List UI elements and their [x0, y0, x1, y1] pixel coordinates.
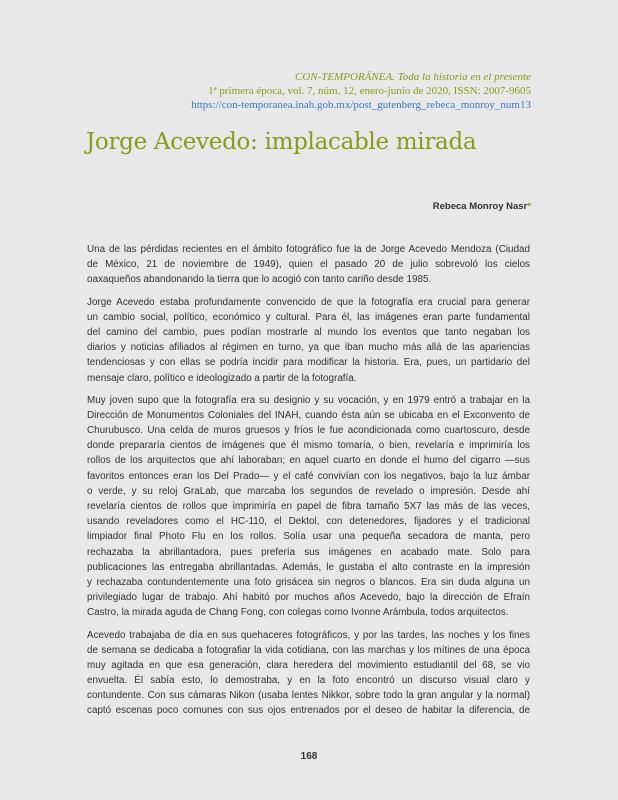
paragraph [87, 393, 530, 621]
article-body [87, 242, 530, 726]
text-line: publicaciones las entregaba abrillantadas. Además, le gustaba el alto contraste en la impresión [87, 561, 530, 573]
text-line: favoritos entonces eran los Del Prado— y el café convivían con los negativos, bajo la luz ámbar [87, 470, 530, 482]
article-url-link[interactable]: https://con-temporanea.inah.gob.mx/post_gutenberg_rebeca_monroy_num13 [191, 99, 531, 111]
text-line: donde prepararía cientos de imágenes que él mismo tomaría, o bien, revelaría e imprimiría los [87, 440, 530, 452]
text-line: Dirección de Monumentos Coloniales del INAH, cuando ésta aún se ubicaba en el Exconvento de [87, 409, 530, 421]
paragraph [87, 628, 530, 719]
text-line: de México, 21 de noviembre de 1949), quien el pasado 20 de julio sobrevoló los cielos [87, 259, 530, 271]
author-name: Rebeca Monroy Nasr [432, 201, 528, 212]
text-line: Acevedo trabajaba de día en sus quehaceres fotográficos, y por las tardes, las noches y los fines [87, 629, 530, 641]
text-line: captó escenas poco comunes con sus ojos entrenados por el deseo de habitar la diferencia, de [87, 705, 530, 717]
journal-header [191, 70, 531, 112]
text-line: mensaje claro, político e ideologizado a partir de la fotografía. [87, 372, 357, 384]
author-byline [433, 201, 531, 213]
text-line: Jorge Acevedo estaba profundamente convencido de que la fotografía era crucial para generar [87, 296, 530, 308]
text-line: envuelta. Él sabía esto, lo demostraba, y en la foto encontró un discurso visual claro y [87, 675, 530, 687]
text-line: del camino del cambio, pues podían mostrarle al mundo los eventos que tanto negaban los [87, 326, 530, 338]
text-line: rechazaba la abrillantadora, pues prefería sus imágenes en acabado mate. Solo para [87, 546, 530, 558]
text-line: un cambio social, político, económico y cultural. Para él, las imágenes eran parte fundamental [87, 311, 530, 323]
issue-info: 1ª primera época, vol. 7, núm. 12, enero-junio de 2020, ISSN: 2007-9605 [208, 85, 531, 97]
text-line: limpiador final Photo Flu en los rollos. Solía usar una pequeña secadora de manta, pero [87, 531, 530, 543]
text-line: revelaría cientos de rollos que imprimiría en papel de fibra tamaño 5X7 las más de las veces, [87, 501, 530, 512]
author-footnote-mark[interactable]: * [527, 201, 531, 212]
text-line: de semana se dedicaba a fotografiar la vida cotidiana, con las marchas y los mítines de una época [87, 644, 530, 656]
text-line: privilegiado lugar de trabajo. Ahí habitó por muchos años Acevedo, bajo la dirección de Efraín [87, 592, 530, 604]
text-line: usando reveladores como el HC-110, el Dektol, con detenedores, fijadores y el tradicional [87, 516, 530, 528]
paragraph [87, 242, 530, 288]
text-line: muy agitada en que esa generación, clara heredera del movimiento estudiantil del 68, se vio [87, 659, 530, 671]
paragraph [87, 295, 530, 386]
text-line: rollos de los arquitectos que ahí laboraban; en aquel cuarto en donde el humo del cigarro —sus [87, 455, 530, 467]
text-line: contundente. Con sus cámaras Nikon (usaba lentes Nikkor, sobre todo la gran angular y la normal) [87, 690, 530, 702]
text-line: Una de las pérdidas recientes en el ámbito fotográfico fue la de Jorge Acevedo Mendoza (Ciudad [87, 244, 530, 255]
text-line: diarios y noticias afiliados al régimen en turno, ya que iban mucho más allá de las apariencias [87, 342, 530, 354]
text-line: Churubusco. Una celda de muros gruesos y fríos le fue acondicionada como cuartoscuro, desde [87, 425, 530, 437]
text-line: Muy joven supo que la fotografía era su designio y su vocación, y en 1979 entró a trabajar en la [87, 394, 530, 406]
article-title: Jorge Acevedo: implacable mirada [86, 129, 477, 155]
journal-name: CON-TEMPORÁNEA. Toda la historia en el presente [295, 71, 531, 83]
text-line: Castro, la mirada aguda de Chang Fong, con colegas como Ivonne Arámbula, todos arquitectos. [87, 607, 509, 619]
text-line: y rechazaba contundentemente una foto grisácea sin negros o blancos. Era sin duda alguna un [87, 576, 530, 588]
text-line: oaxaqueños abandonando la tierra que lo acogió con tanto cariño desde 1985. [87, 274, 432, 286]
page-number: 168 [300, 751, 318, 762]
text-line: tendenciosas y con ellas se podría incidir para modificar la historia. Era, pues, un partidario del [87, 357, 530, 369]
text-line: o verde, y su reloj GraLab, que marcaba los segundos de revelado o impresión. Desde ahí [87, 485, 530, 497]
